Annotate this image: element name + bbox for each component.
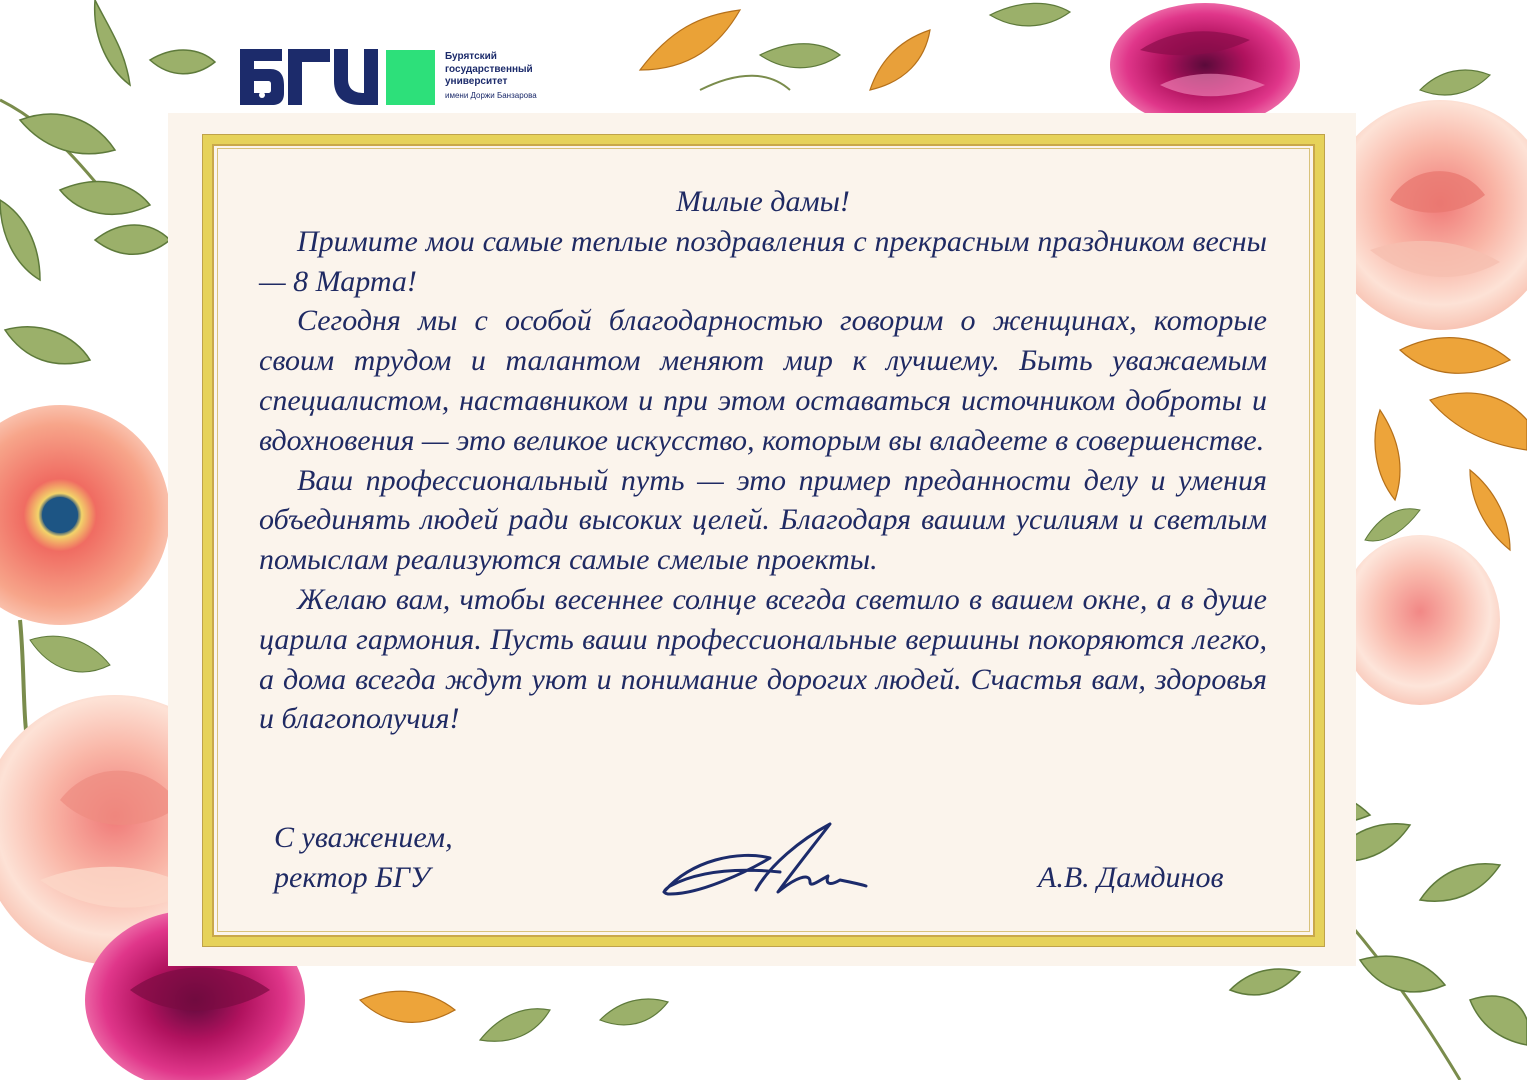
pink-peony-icon xyxy=(1110,3,1300,127)
letter-paragraph: Желаю вам, чтобы весеннее солнце всегда светило в вашем окне, а в душе царила гармония. Пусть ваши профессиональные вершины покоряются легко, а дома всегда ждут уют и понимание дорогих людей. Счастья вам, здоровья и благополучия! xyxy=(259,582,1267,736)
watercolor-rose-icon xyxy=(1340,509,1500,705)
orange-leaf-icon xyxy=(640,3,1070,90)
university-name-line: Бурятский xyxy=(445,51,497,62)
letter-paragraph: Примите мои самые теплые поздравления с прекрасным праздником весны — 8 Марта! xyxy=(259,224,1267,298)
signer-name: А.В. Дамдинов xyxy=(1038,861,1224,894)
closing-regards: С уважением, xyxy=(274,821,453,854)
university-logo xyxy=(240,49,550,109)
letter-paragraph: Сегодня мы с особой благодарностью говорим о женщинах, которые своим трудом и талантом меняют мир к лучшему. Быть уважаемым специалистом, наставником и при этом оставаться источником доброты и вдохновения — это великое искусство, которым вы владеете в совершенстве. xyxy=(259,304,1267,457)
bgu-logo-mark xyxy=(240,49,380,105)
university-name-line: государственный xyxy=(445,63,533,75)
university-name xyxy=(445,51,537,102)
closing xyxy=(274,818,453,898)
letter-paragraph: Ваш профессиональный путь — это пример преданности делу и умения объединять людей ради высоких целей. Благодаря вашим усилиям и светлым помыслам реализуются самые смелые проекты. xyxy=(259,463,1267,577)
signature-icon xyxy=(660,820,870,904)
university-name-sub: имени Доржи Банзарова xyxy=(445,90,537,100)
university-name-line: университет xyxy=(445,76,508,87)
letter-body xyxy=(259,182,1267,739)
logo-green-block xyxy=(386,50,435,105)
closing-position: ректор БГУ xyxy=(274,861,431,894)
greeting: Милые дамы! xyxy=(676,185,850,218)
